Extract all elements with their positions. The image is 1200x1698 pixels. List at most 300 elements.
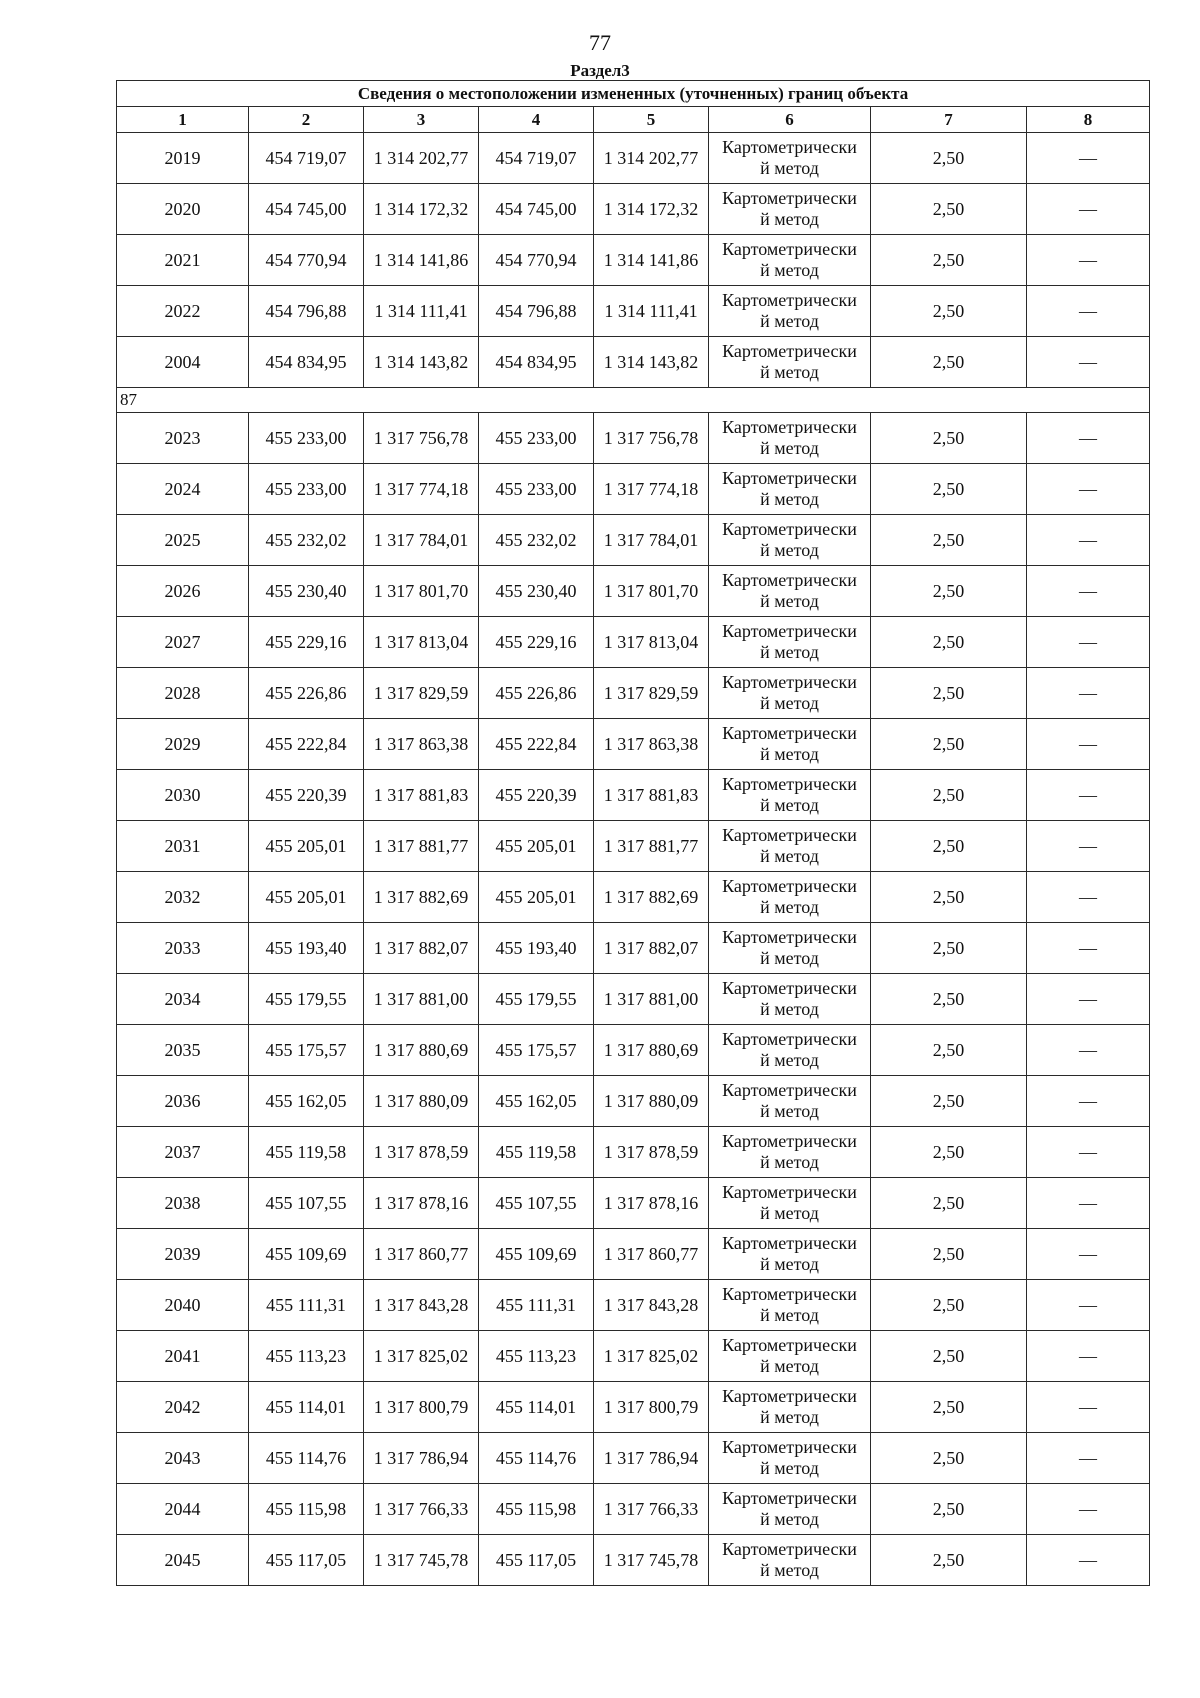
point-number-cell: 2039 [117,1229,249,1280]
point-number-cell: 2028 [117,668,249,719]
method-text-line1: Картометрически [722,723,857,743]
column-number: 4 [479,107,594,133]
method-text-line1: Картометрически [722,239,857,259]
y-new-cell: 1 317 813,04 [594,617,709,668]
page-number: 77 [589,30,611,55]
method-cell [709,235,871,286]
accuracy-cell: 2,50 [871,617,1027,668]
boundary-coordinates-table [116,80,1150,1586]
table-row [117,184,1150,235]
x-old-cell: 455 115,98 [249,1484,364,1535]
method-text-line2: й метод [760,1509,819,1529]
accuracy-cell: 2,50 [871,719,1027,770]
method-text-line2: й метод [760,1560,819,1580]
x-old-cell: 455 226,86 [249,668,364,719]
description-cell: — [1027,1025,1150,1076]
accuracy-cell: 2,50 [871,286,1027,337]
y-new-cell: 1 317 784,01 [594,515,709,566]
x-new-cell: 455 109,69 [479,1229,594,1280]
table-row [117,1076,1150,1127]
y-old-cell: 1 317 800,79 [364,1382,479,1433]
y-new-cell: 1 317 881,00 [594,974,709,1025]
method-text-line1: Картометрически [722,290,857,310]
accuracy-cell: 2,50 [871,1025,1027,1076]
point-number-cell: 2040 [117,1280,249,1331]
method-text-line2: й метод [760,948,819,968]
method-cell [709,1382,871,1433]
x-old-cell: 455 109,69 [249,1229,364,1280]
x-old-cell: 455 222,84 [249,719,364,770]
x-new-cell: 455 117,05 [479,1535,594,1586]
method-cell [709,668,871,719]
y-old-cell: 1 317 829,59 [364,668,479,719]
x-new-cell: 455 232,02 [479,515,594,566]
method-cell [709,184,871,235]
y-old-cell: 1 314 143,82 [364,337,479,388]
y-old-cell: 1 317 825,02 [364,1331,479,1382]
description-cell: — [1027,1229,1150,1280]
table-row [117,133,1150,184]
point-number-cell: 2038 [117,1178,249,1229]
description-cell: — [1027,1484,1150,1535]
x-old-cell: 454 770,94 [249,235,364,286]
y-new-cell: 1 317 882,07 [594,923,709,974]
method-text-line1: Картометрически [722,927,857,947]
point-number-cell: 2036 [117,1076,249,1127]
method-cell [709,770,871,821]
method-text-line2: й метод [760,1152,819,1172]
x-new-cell: 454 796,88 [479,286,594,337]
method-cell [709,617,871,668]
method-text-line2: й метод [760,591,819,611]
table-row [117,821,1150,872]
method-text-line2: й метод [760,1203,819,1223]
description-cell: — [1027,821,1150,872]
point-number-cell: 2035 [117,1025,249,1076]
y-old-cell: 1 317 881,77 [364,821,479,872]
y-old-cell: 1 317 786,94 [364,1433,479,1484]
accuracy-cell: 2,50 [871,1229,1027,1280]
x-new-cell: 455 162,05 [479,1076,594,1127]
x-old-cell: 454 719,07 [249,133,364,184]
point-number-cell: 2033 [117,923,249,974]
x-new-cell: 455 233,00 [479,464,594,515]
y-old-cell: 1 317 881,83 [364,770,479,821]
y-old-cell: 1 317 745,78 [364,1535,479,1586]
x-new-cell: 455 233,00 [479,413,594,464]
x-new-cell: 454 834,95 [479,337,594,388]
method-text-line2: й метод [760,362,819,382]
method-text-line1: Картометрически [722,774,857,794]
method-text-line2: й метод [760,1101,819,1121]
description-cell: — [1027,1127,1150,1178]
table-caption: Сведения о местоположении измененных (уточненных) границ объекта [117,81,1150,107]
description-cell: — [1027,923,1150,974]
accuracy-cell: 2,50 [871,1433,1027,1484]
description-cell: — [1027,1433,1150,1484]
method-cell [709,566,871,617]
method-text-line1: Картометрически [722,137,857,157]
table-row [117,974,1150,1025]
point-number-cell: 2019 [117,133,249,184]
x-new-cell: 455 107,55 [479,1178,594,1229]
x-old-cell: 455 114,76 [249,1433,364,1484]
accuracy-cell: 2,50 [871,1280,1027,1331]
point-number-cell: 2030 [117,770,249,821]
x-new-cell: 455 205,01 [479,872,594,923]
x-old-cell: 455 205,01 [249,821,364,872]
method-text-line1: Картометрически [722,1539,857,1559]
point-number-cell: 2004 [117,337,249,388]
accuracy-cell: 2,50 [871,974,1027,1025]
method-text-line1: Картометрически [722,1284,857,1304]
point-number-cell: 2020 [117,184,249,235]
table-row [117,413,1150,464]
column-number-row [117,107,1150,133]
y-old-cell: 1 317 880,69 [364,1025,479,1076]
column-number: 3 [364,107,479,133]
y-new-cell: 1 317 800,79 [594,1382,709,1433]
method-text-line1: Картометрически [722,1233,857,1253]
description-cell: — [1027,1331,1150,1382]
y-old-cell: 1 317 878,16 [364,1178,479,1229]
x-new-cell: 455 222,84 [479,719,594,770]
accuracy-cell: 2,50 [871,1382,1027,1433]
y-new-cell: 1 314 141,86 [594,235,709,286]
description-cell: — [1027,464,1150,515]
description-cell: — [1027,668,1150,719]
x-new-cell: 455 113,23 [479,1331,594,1382]
method-text-line2: й метод [760,1254,819,1274]
method-text-line1: Картометрически [722,1386,857,1406]
accuracy-cell: 2,50 [871,515,1027,566]
table-row [117,566,1150,617]
x-old-cell: 455 119,58 [249,1127,364,1178]
description-cell: — [1027,1535,1150,1586]
x-old-cell: 455 114,01 [249,1382,364,1433]
method-text-line1: Картометрически [722,519,857,539]
table-row [117,286,1150,337]
x-new-cell: 454 719,07 [479,133,594,184]
description-cell: — [1027,974,1150,1025]
x-old-cell: 455 113,23 [249,1331,364,1382]
accuracy-cell: 2,50 [871,566,1027,617]
y-old-cell: 1 314 202,77 [364,133,479,184]
accuracy-cell: 2,50 [871,770,1027,821]
y-new-cell: 1 317 881,77 [594,821,709,872]
y-old-cell: 1 317 843,28 [364,1280,479,1331]
method-text-line2: й метод [760,897,819,917]
point-number-cell: 2024 [117,464,249,515]
accuracy-cell: 2,50 [871,1331,1027,1382]
x-old-cell: 455 193,40 [249,923,364,974]
y-old-cell: 1 314 141,86 [364,235,479,286]
y-new-cell: 1 317 756,78 [594,413,709,464]
method-cell [709,286,871,337]
y-new-cell: 1 317 786,94 [594,1433,709,1484]
accuracy-cell: 2,50 [871,1484,1027,1535]
method-cell [709,337,871,388]
method-text-line1: Картометрически [722,341,857,361]
description-cell: — [1027,617,1150,668]
description-cell: — [1027,770,1150,821]
x-new-cell: 455 205,01 [479,821,594,872]
x-new-cell: 454 745,00 [479,184,594,235]
y-old-cell: 1 317 881,00 [364,974,479,1025]
x-old-cell: 454 796,88 [249,286,364,337]
accuracy-cell: 2,50 [871,668,1027,719]
point-number-cell: 2023 [117,413,249,464]
y-new-cell: 1 317 745,78 [594,1535,709,1586]
method-cell [709,133,871,184]
description-cell: — [1027,566,1150,617]
method-text-line1: Картометрически [722,1488,857,1508]
method-text-line1: Картометрически [722,978,857,998]
method-text-line1: Картометрически [722,1080,857,1100]
column-number: 1 [117,107,249,133]
method-cell [709,1535,871,1586]
table-row [117,668,1150,719]
method-text-line2: й метод [760,642,819,662]
x-new-cell: 455 119,58 [479,1127,594,1178]
x-new-cell: 455 220,39 [479,770,594,821]
y-old-cell: 1 314 172,32 [364,184,479,235]
x-new-cell: 455 193,40 [479,923,594,974]
accuracy-cell: 2,50 [871,413,1027,464]
accuracy-cell: 2,50 [871,1127,1027,1178]
x-old-cell: 455 175,57 [249,1025,364,1076]
y-old-cell: 1 317 863,38 [364,719,479,770]
method-cell [709,1178,871,1229]
method-text-line1: Картометрически [722,417,857,437]
description-cell: — [1027,1382,1150,1433]
description-cell: — [1027,235,1150,286]
y-new-cell: 1 317 880,09 [594,1076,709,1127]
accuracy-cell: 2,50 [871,821,1027,872]
method-text-line2: й метод [760,489,819,509]
description-cell: — [1027,719,1150,770]
method-cell [709,515,871,566]
table-row [117,235,1150,286]
x-old-cell: 455 107,55 [249,1178,364,1229]
x-new-cell: 455 230,40 [479,566,594,617]
method-cell [709,974,871,1025]
description-cell: — [1027,133,1150,184]
y-new-cell: 1 314 111,41 [594,286,709,337]
x-new-cell: 455 114,76 [479,1433,594,1484]
accuracy-cell: 2,50 [871,464,1027,515]
table-row [117,617,1150,668]
y-old-cell: 1 317 860,77 [364,1229,479,1280]
table-row [117,1382,1150,1433]
x-new-cell: 454 770,94 [479,235,594,286]
table-row [117,1535,1150,1586]
method-cell [709,1331,871,1382]
table-row [117,1127,1150,1178]
method-text-line2: й метод [760,311,819,331]
method-cell [709,1127,871,1178]
table-row [117,337,1150,388]
y-old-cell: 1 317 801,70 [364,566,479,617]
y-old-cell: 1 317 878,59 [364,1127,479,1178]
method-text-line2: й метод [760,744,819,764]
method-cell [709,1025,871,1076]
x-new-cell: 455 111,31 [479,1280,594,1331]
method-text-line1: Картометрически [722,468,857,488]
y-new-cell: 1 314 172,32 [594,184,709,235]
x-new-cell: 455 114,01 [479,1382,594,1433]
method-cell [709,1433,871,1484]
y-new-cell: 1 317 880,69 [594,1025,709,1076]
section-title: Раздел3 [570,61,630,80]
table-row [117,1025,1150,1076]
point-number-cell: 2044 [117,1484,249,1535]
description-cell: — [1027,413,1150,464]
method-text-line2: й метод [760,209,819,229]
method-text-line2: й метод [760,693,819,713]
point-number-cell: 2025 [117,515,249,566]
point-number-cell: 2034 [117,974,249,1025]
accuracy-cell: 2,50 [871,184,1027,235]
x-new-cell: 455 175,57 [479,1025,594,1076]
point-number-cell: 2037 [117,1127,249,1178]
method-cell [709,1229,871,1280]
y-new-cell: 1 317 863,38 [594,719,709,770]
x-old-cell: 454 834,95 [249,337,364,388]
point-number-cell: 2026 [117,566,249,617]
accuracy-cell: 2,50 [871,1535,1027,1586]
description-cell: — [1027,872,1150,923]
method-text-line2: й метод [760,1407,819,1427]
y-old-cell: 1 317 882,69 [364,872,479,923]
point-number-cell: 2043 [117,1433,249,1484]
description-cell: — [1027,184,1150,235]
x-old-cell: 454 745,00 [249,184,364,235]
method-text-line2: й метод [760,999,819,1019]
accuracy-cell: 2,50 [871,923,1027,974]
table-row [117,770,1150,821]
x-old-cell: 455 233,00 [249,413,364,464]
point-number-cell: 2041 [117,1331,249,1382]
y-old-cell: 1 317 880,09 [364,1076,479,1127]
point-number-cell: 2021 [117,235,249,286]
method-text-line2: й метод [760,1356,819,1376]
x-old-cell: 455 232,02 [249,515,364,566]
x-old-cell: 455 230,40 [249,566,364,617]
y-new-cell: 1 317 860,77 [594,1229,709,1280]
y-old-cell: 1 317 784,01 [364,515,479,566]
y-old-cell: 1 317 756,78 [364,413,479,464]
y-new-cell: 1 317 882,69 [594,872,709,923]
method-text-line2: й метод [760,1305,819,1325]
table-row [117,1484,1150,1535]
method-text-line1: Картометрически [722,621,857,641]
method-cell [709,719,871,770]
group-label-row [117,388,1150,413]
y-new-cell: 1 317 881,83 [594,770,709,821]
method-text-line1: Картометрически [722,1437,857,1457]
point-number-cell: 2042 [117,1382,249,1433]
method-text-line2: й метод [760,795,819,815]
x-old-cell: 455 229,16 [249,617,364,668]
method-text-line1: Картометрически [722,876,857,896]
y-new-cell: 1 317 829,59 [594,668,709,719]
y-old-cell: 1 317 774,18 [364,464,479,515]
method-cell [709,413,871,464]
method-cell [709,923,871,974]
method-cell [709,1076,871,1127]
y-new-cell: 1 314 202,77 [594,133,709,184]
column-number: 2 [249,107,364,133]
accuracy-cell: 2,50 [871,872,1027,923]
method-text-line1: Картометрически [722,1335,857,1355]
point-number-cell: 2032 [117,872,249,923]
method-text-line2: й метод [760,438,819,458]
y-old-cell: 1 314 111,41 [364,286,479,337]
y-old-cell: 1 317 882,07 [364,923,479,974]
method-cell [709,464,871,515]
description-cell: — [1027,1076,1150,1127]
method-text-line1: Картометрически [722,1131,857,1151]
table-body [117,81,1150,1586]
method-cell [709,821,871,872]
x-new-cell: 455 115,98 [479,1484,594,1535]
method-text-line1: Картометрически [722,570,857,590]
table-row [117,1280,1150,1331]
point-number-cell: 2045 [117,1535,249,1586]
accuracy-cell: 2,50 [871,337,1027,388]
description-cell: — [1027,515,1150,566]
method-cell [709,872,871,923]
column-number: 7 [871,107,1027,133]
method-text-line1: Картометрически [722,825,857,845]
table-row [117,1331,1150,1382]
y-new-cell: 1 317 878,59 [594,1127,709,1178]
method-text-line2: й метод [760,1050,819,1070]
table-caption-row [117,81,1150,107]
method-cell [709,1484,871,1535]
method-cell [709,1280,871,1331]
y-new-cell: 1 317 878,16 [594,1178,709,1229]
method-text-line2: й метод [760,846,819,866]
x-old-cell: 455 111,31 [249,1280,364,1331]
accuracy-cell: 2,50 [871,133,1027,184]
column-number: 8 [1027,107,1150,133]
accuracy-cell: 2,50 [871,235,1027,286]
column-number: 6 [709,107,871,133]
column-number: 5 [594,107,709,133]
point-number-cell: 2027 [117,617,249,668]
method-text-line2: й метод [760,158,819,178]
method-text-line1: Картометрически [722,1029,857,1049]
description-cell: — [1027,1178,1150,1229]
description-cell: — [1027,1280,1150,1331]
point-number-cell: 2031 [117,821,249,872]
table-row [117,719,1150,770]
y-new-cell: 1 317 801,70 [594,566,709,617]
y-new-cell: 1 317 766,33 [594,1484,709,1535]
x-old-cell: 455 117,05 [249,1535,364,1586]
table-row [117,1229,1150,1280]
accuracy-cell: 2,50 [871,1076,1027,1127]
y-old-cell: 1 317 813,04 [364,617,479,668]
table-row [117,515,1150,566]
group-label: 87 [117,388,1150,413]
y-new-cell: 1 314 143,82 [594,337,709,388]
table-row [117,923,1150,974]
table-row [117,1178,1150,1229]
x-new-cell: 455 229,16 [479,617,594,668]
